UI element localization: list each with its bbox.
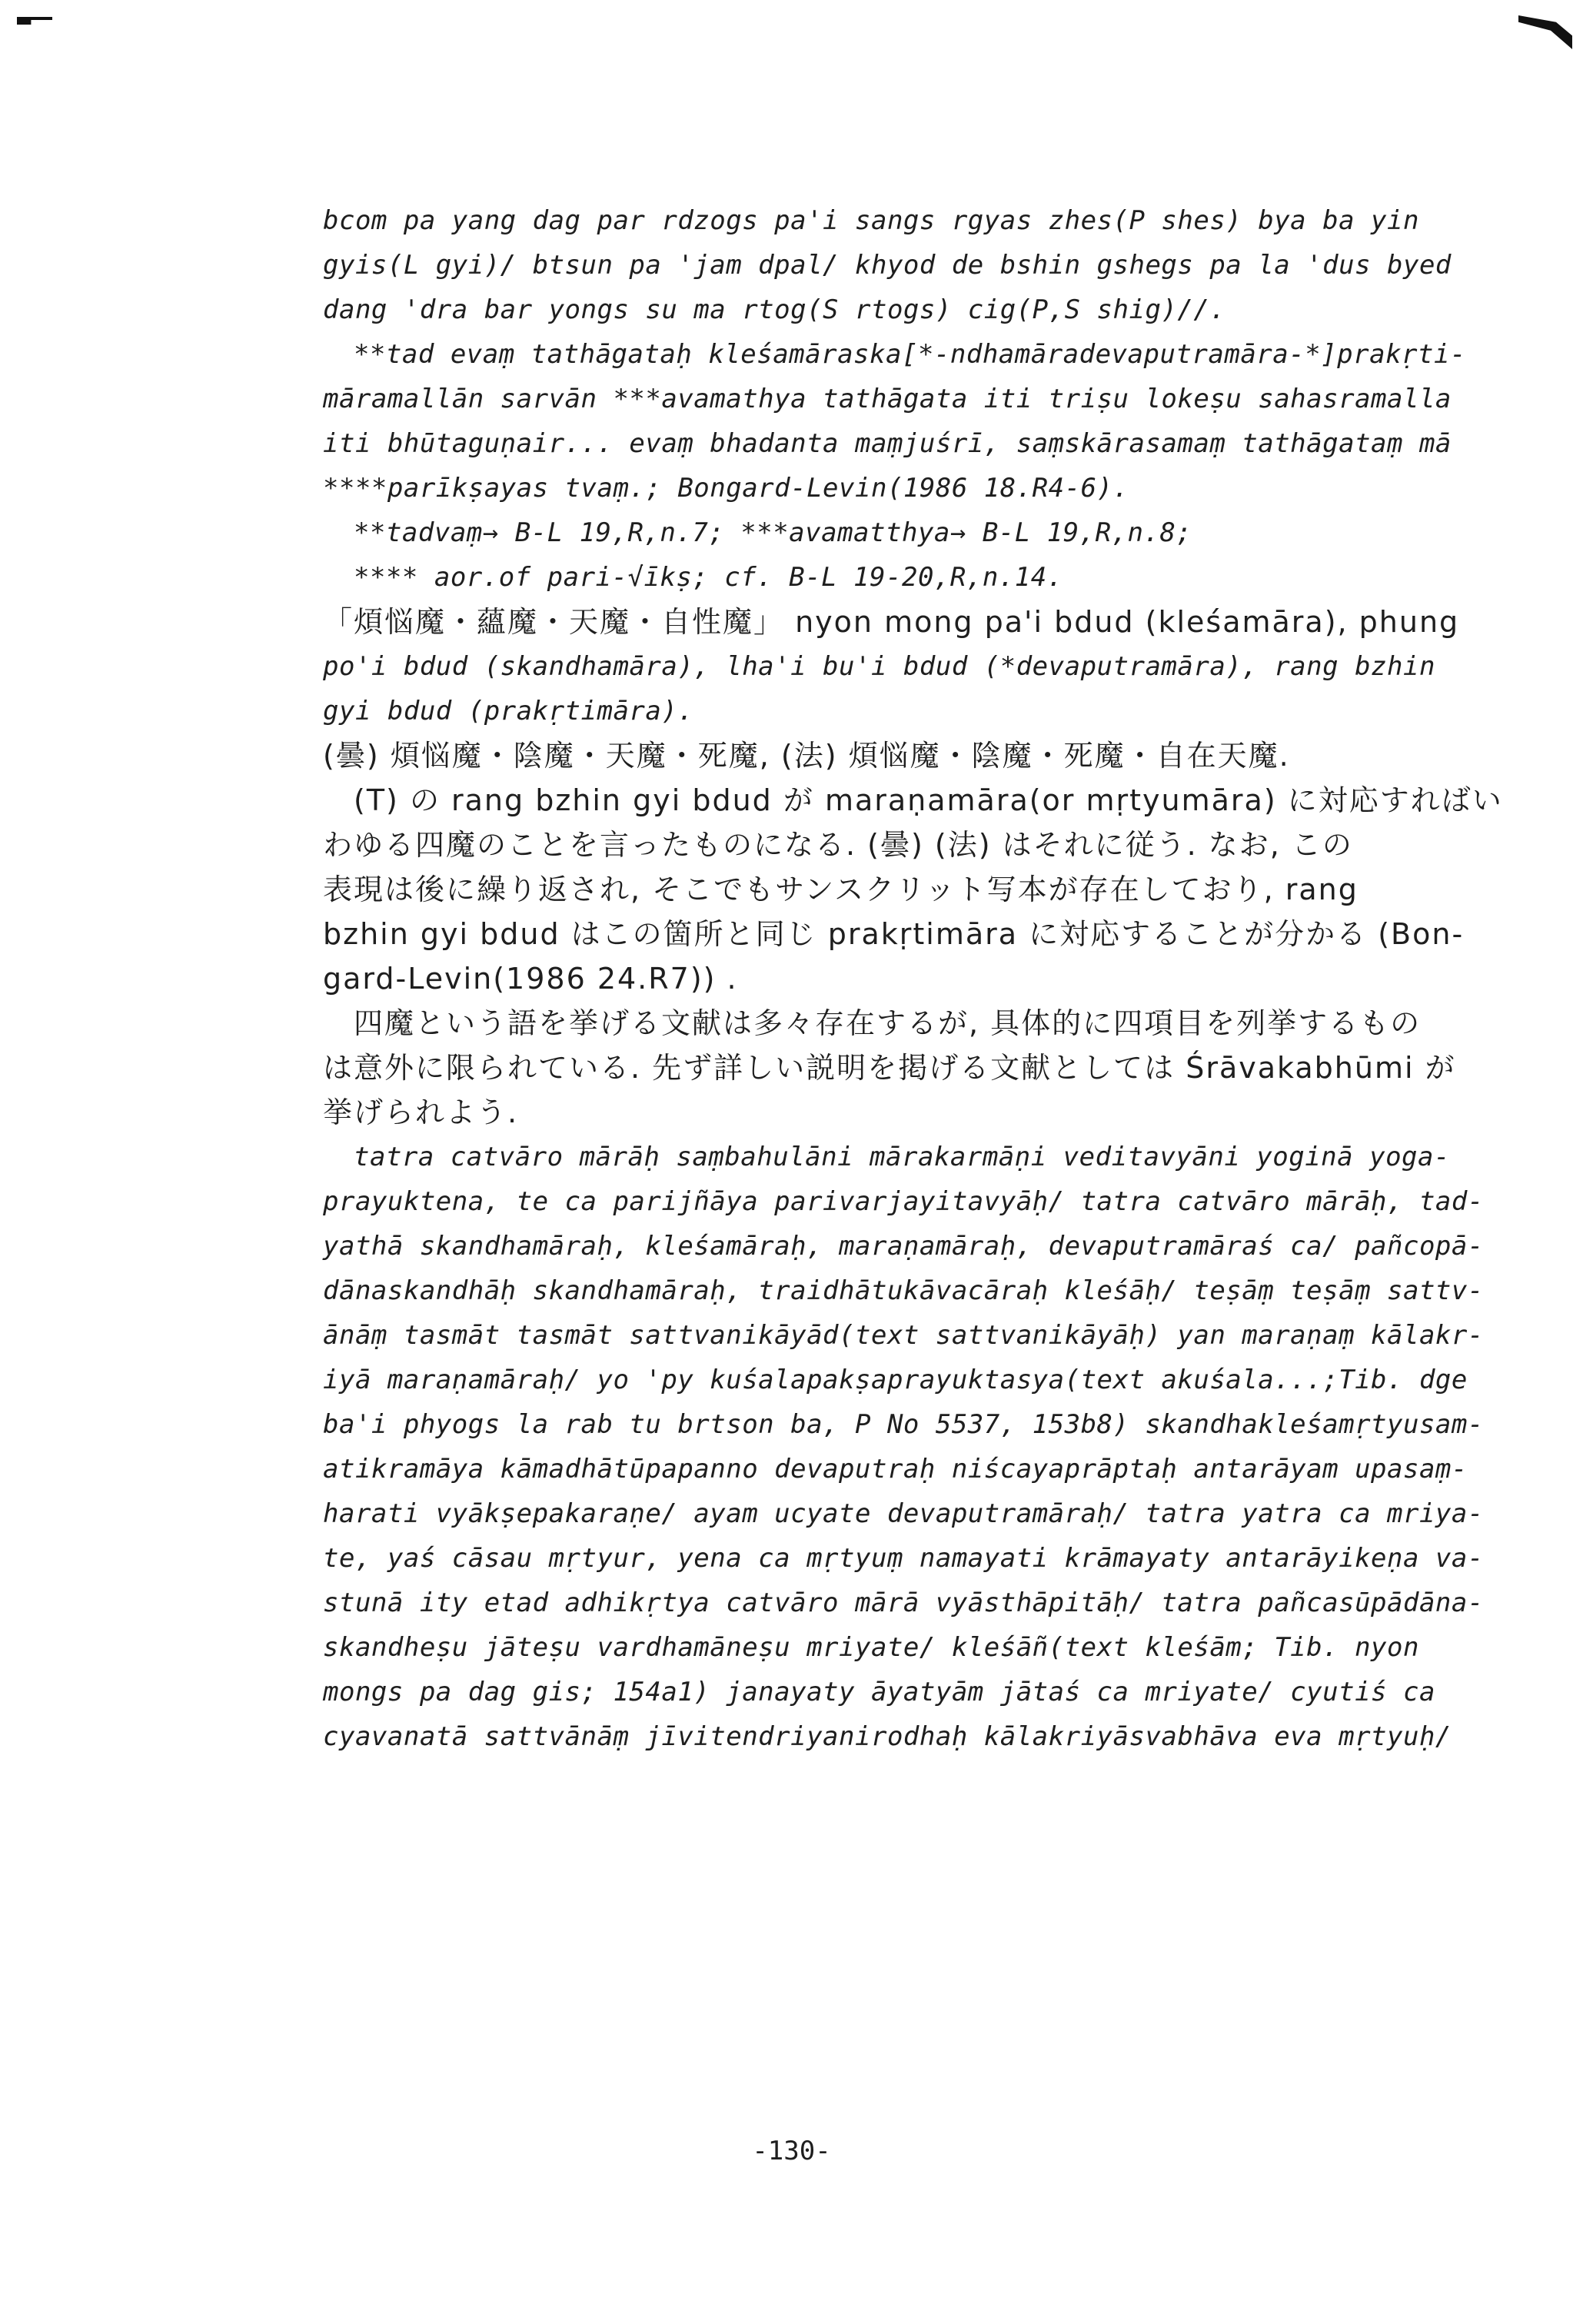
text-line: は意外に限られている. 先ず詳しい説明を掲げる文献としては Śrāvakabhūmi が [323,1051,1456,1085]
text-line: atikramāya kāmadhātūpapanno devaputraḥ niścayaprāptaḥ antarāyam upasaṃ- [323,1454,1468,1485]
text-line: 挙げられよう. [323,1096,519,1129]
text-line: ba'i phyogs la rab tu brtson ba, P No 5537, 153b8) skandhakleśamṛtyusam- [323,1409,1484,1440]
text-line: cyavanatā sattvānāṃ jīvitendriyanirodhaḥ kālakriyāsvabhāva eva mṛtyuḥ/ [323,1721,1452,1752]
text-line: bzhin gyi bdud はこの箇所と同じ prakṛtimāra に対応することが分かる (Bon- [323,917,1465,951]
text-line: gard-Levin(1986 24.R7)) . [323,962,738,996]
text-line: ānāṃ tasmāt tasmāt sattvanikāyād(text sattvanikāyāḥ) yan maraṇaṃ kālakr- [323,1320,1484,1351]
text-line: (T) の rang bzhin gyi bdud が maraṇamāra(or mṛtyumāra) に対応すればい [354,783,1503,817]
text-line: māramallān sarvān ***avamathya tathāgata iti triṣu lokeṣu sahasramalla [323,384,1452,414]
text-line: po'i bdud (skandhamāra), lha'i bu'i bdud (*devaputramāra), rang bzhin [323,651,1435,682]
text-line: **tadvaṃ→ B-L 19,R,n.7; ***avamatthya→ B-L 19,R,n.8; [354,517,1192,548]
text-line: harati vyākṣepakaraṇe/ ayam ucyate devaputramāraḥ/ tatra yatra ca mriya- [323,1498,1484,1529]
text-line: skandheṣu jāteṣu vardhamāneṣu mriyate/ kleśāñ(text kleśām; Tib. nyon [323,1632,1419,1663]
text-line: dānaskandhāḥ skandhamāraḥ, traidhātukāvacāraḥ kleśāḥ/ teṣāṃ teṣāṃ sattv- [323,1275,1484,1306]
document-body [323,198,1522,1759]
text-line: 「煩悩魔・蘊魔・天魔・自性魔」 nyon mong pa'i bdud (kleśamāra), phung [323,605,1460,639]
text-line: bcom pa yang dag par rdzogs pa'i sangs rgyas zhes(P shes) bya ba yin [323,205,1419,236]
text-line: prayuktena, te ca parijñāya parivarjayitavyāḥ/ tatra catvāro mārāḥ, tad- [323,1186,1484,1217]
scan-corner-mark-right [1518,15,1572,49]
text-line: mongs pa dag gis; 154a1) janayaty āyatyām jātaś ca mriyate/ cyutiś ca [323,1677,1435,1707]
text-line: tatra catvāro mārāḥ saṃbahulāni mārakarmāṇi veditavyāni yoginā yoga- [354,1142,1450,1172]
text-line: **** aor.of pari-√īkṣ; cf. B-L 19-20,R,n.14. [354,562,1063,593]
text-line: iyā maraṇamāraḥ/ yo 'py kuśalapakṣaprayuktasya(text akuśala...;Tib. dge [323,1365,1468,1395]
text-line: **tad evaṃ tathāgataḥ kleśamāraska[*-ndhamāradevaputramāra-*]prakṛti- [354,339,1466,370]
scan-corner-mark-left [17,17,52,25]
text-line: te, yaś cāsau mṛtyur, yena ca mṛtyuṃ namayati krāmayaty antarāyikeṇa va- [323,1543,1484,1574]
text-line: iti bhūtaguṇair... evaṃ bhadanta maṃjuśrī, saṃskārasamaṃ tathāgataṃ mā [323,428,1452,459]
text-line: 四魔という語を挙げる文献は多々存在するが, 具体的に四項目を列挙するもの [354,1006,1422,1040]
text-line: gyis(L gyi)/ btsun pa 'jam dpal/ khyod de bshin gshegs pa la 'dus byed [323,250,1452,281]
text-line: ****parīkṣayas tvaṃ.; Bongard-Levin(1986 18.R4-6). [323,473,1129,504]
text-line: yathā skandhamāraḥ, kleśamāraḥ, maraṇamāraḥ, devaputramāraś ca/ pañcopā- [323,1231,1484,1262]
page-number: -130- [752,2136,831,2166]
text-line: 表現は後に繰り返され, そこでもサンスクリット写本が存在しており, rang [323,873,1359,906]
text-line: わゆる四魔のことを言ったものになる. (曇) (法) はそれに従う. なお, この [323,828,1353,862]
text-line: stunā ity etad adhikṛtya catvāro mārā vyāsthāpitāḥ/ tatra pañcasūpādāna- [323,1588,1484,1618]
text-line: gyi bdud (prakṛtimāra). [323,696,694,726]
text-line: (曇) 煩悩魔・陰魔・天魔・死魔, (法) 煩悩魔・陰魔・死魔・自在天魔. [323,739,1290,773]
text-line: dang 'dra bar yongs su ma rtog(S rtogs) cig(P,S shig)//. [323,294,1226,325]
